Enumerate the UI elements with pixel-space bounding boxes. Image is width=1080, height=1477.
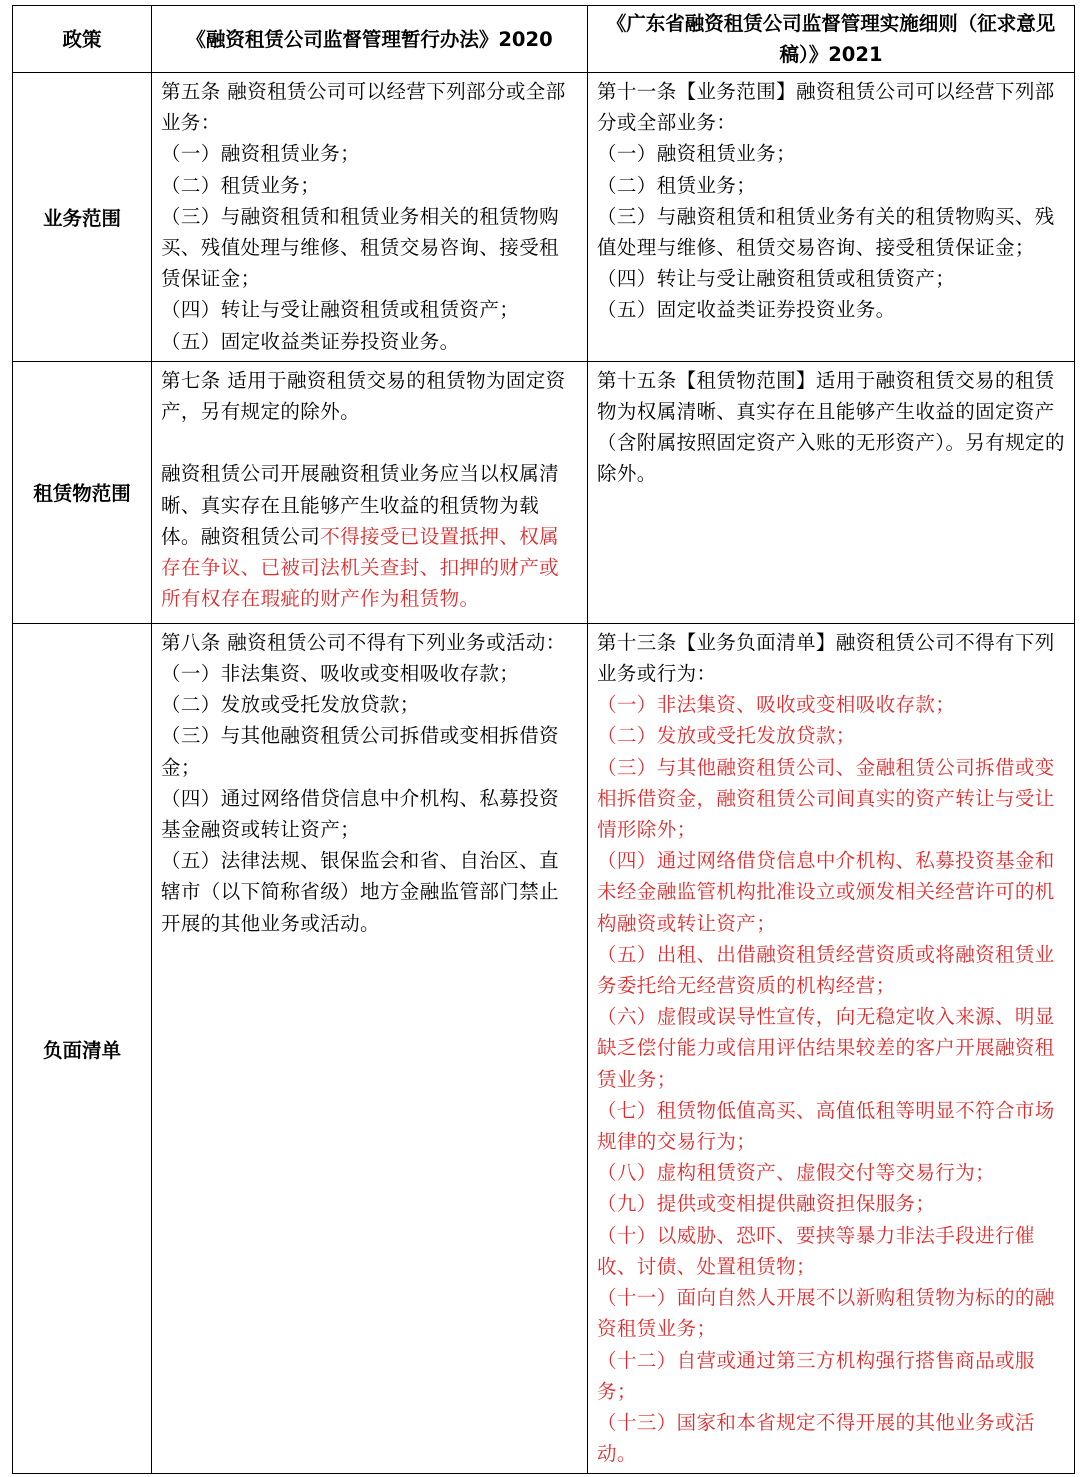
text-line-red: （十二）自营或通过第三方机构强行搭售商品或服务； xyxy=(597,1348,1035,1403)
text-line: （二）租赁业务； xyxy=(597,173,757,197)
text-line: （四）转让与受让融资租赁或租赁资产； xyxy=(597,267,956,291)
text-line: （四）转让与受让融资租赁或租赁资产； xyxy=(161,298,520,322)
text-line-red: （十一）面向自然人开展不以新购租赁物为标的的融资租赁业务； xyxy=(597,1286,1055,1341)
row-negative-list xyxy=(13,623,1075,1473)
text-line: （五）法律法规、银保监会和省、自治区、直辖市（以下简称省级）地方金融监管部门禁止开展的其他业务或活动。 xyxy=(161,849,560,935)
paragraph xyxy=(161,458,578,614)
text-line-red: （四）通过网络借贷信息中介机构、私募投资基金和未经金融监管机构批准设立或颁发相关经营许可的机构融资或转让资产； xyxy=(597,849,1055,935)
text-line-red: （三）与其他融资租赁公司、金融租赁公司拆借或变相拆借资金，融资租赁公司间真实的资产转让与受让情形除外； xyxy=(597,755,1055,842)
paragraph: 第十五条【租赁物范围】适用于融资租赁交易的租赁物为权属清晰、真实存在且能够产生收益的固定资产（含附属按照固定资产入账的无形资产）。另有规定的除外。 xyxy=(597,368,1065,486)
text-line: （五）固定收益类证券投资业务。 xyxy=(597,298,896,322)
text-line-red: （十三）国家和本省规定不得开展的其他业务或活动。 xyxy=(597,1410,1035,1466)
cell-negative-list-2020 xyxy=(152,623,588,1473)
text-line: （一）融资租赁业务； xyxy=(161,142,361,166)
text-line: 第五条 融资租赁公司可以经营下列部分或全部业务： xyxy=(161,80,566,135)
cell-business-scope-2020 xyxy=(152,73,588,362)
row-label-leased-property-scope: 租赁物范围 xyxy=(13,361,152,623)
text-line: （五）固定收益类证券投资业务。 xyxy=(161,329,460,353)
text-line-red: （七）租赁物低值高买、高值低租等明显不符合市场规律的交易行为； xyxy=(597,1098,1055,1154)
header-policy: 政策 xyxy=(13,6,152,73)
text-line: 第八条 融资租赁公司不得有下列业务或活动： xyxy=(161,630,566,654)
row-label-negative-list: 负面清单 xyxy=(13,623,152,1473)
text-line-red: （一）非法集资、吸收或变相吸收存款； xyxy=(597,693,956,717)
text-black: 融资租赁公司开展融资租赁业务应当以权属清晰、真实存在且能够产生收益的租赁物为载体。融资租赁公司 xyxy=(161,462,560,548)
paragraph-gap xyxy=(161,427,578,458)
text-line-red: （六）虚假或误导性宣传，向无稳定收入来源、明显缺乏偿付能力或信用评估结果较差的客户开展融资租赁业务； xyxy=(597,1005,1055,1091)
text-line-red: （五）出租、出借融资租赁经营资质或将融资租赁业务委托给无经营资质的机构经营； xyxy=(597,942,1055,998)
text-line: （一）非法集资、吸收或变相吸收存款； xyxy=(161,662,520,686)
text-line: 第十一条【业务范围】融资租赁公司可以经营下列部分或全部业务： xyxy=(597,80,1055,135)
row-business-scope xyxy=(13,73,1075,362)
text-line-red: （十）以威胁、恐吓、要挟等暴力非法手段进行催收、讨债、处置租赁物； xyxy=(597,1223,1035,1278)
text-line: 第十三条【业务负面清单】融资租赁公司不得有下列业务或行为： xyxy=(597,630,1055,686)
row-label-business-scope: 业务范围 xyxy=(13,73,152,362)
cell-negative-list-2021 xyxy=(588,623,1075,1473)
policy-comparison-table xyxy=(12,5,1075,1474)
text-line-red: （八）虚构租赁资产、虚假交付等交易行为； xyxy=(597,1161,996,1185)
text-line-red: （二）发放或受托发放贷款； xyxy=(597,724,856,748)
cell-leased-property-2020 xyxy=(152,361,588,623)
header-2020-measures: 《融资租赁公司监督管理暂行办法》2020 xyxy=(152,6,588,73)
header-2021-guangdong-rules: 《广东省融资租赁公司监督管理实施细则（征求意见稿）》2021 xyxy=(588,6,1075,73)
text-line: （三）与融资租赁和租赁业务有关的租赁物购买、残值处理与维修、租赁交易咨询、接受租赁保证金； xyxy=(597,204,1055,260)
text-line: （二）租赁业务； xyxy=(161,173,321,197)
text-line: （三）与融资租赁和租赁业务相关的租赁物购买、残值处理与维修、租赁交易咨询、接受租赁保证金； xyxy=(161,204,560,291)
text-highlight-red: 不得接受已设置抵押、权属存在争议、已被司法机关查封、扣押的财产或所有权存在瑕疵的财产作为租赁物。 xyxy=(161,524,560,611)
row-leased-property-scope xyxy=(13,361,1075,623)
cell-business-scope-2021 xyxy=(588,73,1075,362)
header-row xyxy=(13,6,1075,73)
cell-leased-property-2021 xyxy=(588,361,1075,623)
paragraph: 第七条 适用于融资租赁交易的租赁物为固定资产，另有规定的除外。 xyxy=(161,368,566,424)
text-line: （一）融资租赁业务； xyxy=(597,142,797,166)
text-line: （二）发放或受托发放贷款； xyxy=(161,693,420,717)
text-line-red: （九）提供或变相提供融资担保服务； xyxy=(597,1192,936,1216)
text-line: （四）通过网络借贷信息中介机构、私募投资基金融资或转让资产； xyxy=(161,786,560,842)
text-line: （三）与其他融资租赁公司拆借或变相拆借资金； xyxy=(161,724,560,779)
